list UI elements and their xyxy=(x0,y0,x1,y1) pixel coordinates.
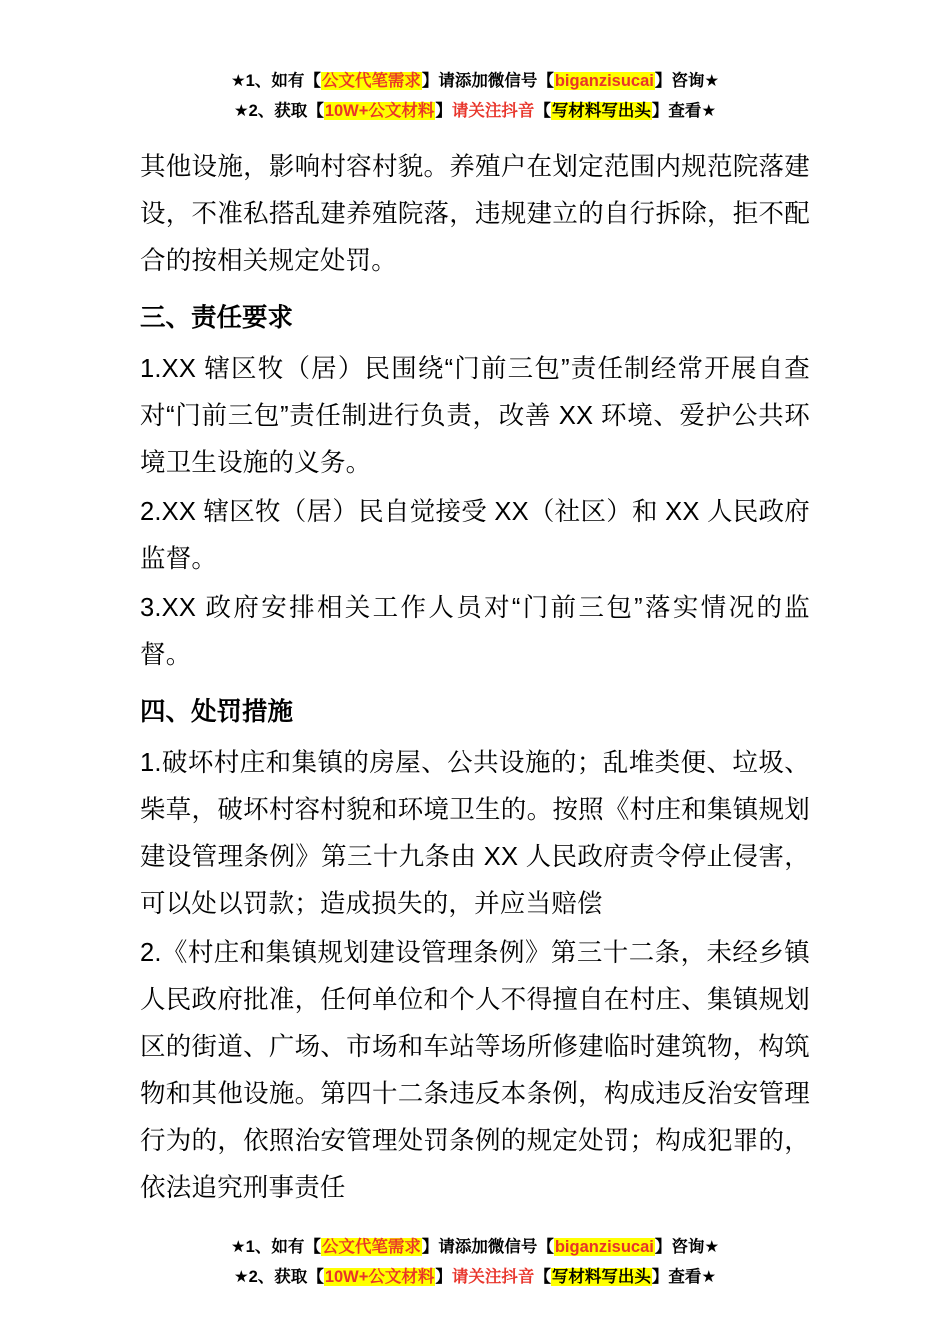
promo-bottom-line-2 xyxy=(0,1262,950,1292)
promo-prefix: 1、如有 xyxy=(245,72,305,90)
promo-star-left: ★ xyxy=(230,72,246,90)
promo-bracket-open-1: 【 xyxy=(304,72,321,90)
promo-prefix-2: 2、获取 xyxy=(248,102,308,120)
promo-highlight-service: 公文代笔需求 xyxy=(321,72,421,90)
promo-bracket-close-7: 】 xyxy=(435,1268,452,1286)
promo-bracket-close-3: 】 xyxy=(435,102,452,120)
promo-bracket-close-1: 】 xyxy=(421,72,439,90)
promo-bracket-open-2: 【 xyxy=(537,72,554,90)
list-item-4-2: 2.《村庄和集镇规划建设管理条例》第三十二条，未经乡镇人民政府批准，任何单位和个人不得擅自在村庄、集镇规划区的街道、广场、市场和车站等场所修建临时建筑物，构筑物和其他设施。第四十二条违反本条例，构成违反治安管理行为的，依照治安管理处罚条例的规定处罚；构成犯罪的，依法追究刑事责任 xyxy=(140,939,810,1202)
promo-highlight-wechat-id: biganzisucai xyxy=(554,72,654,90)
promo-bracket-open-3: 【 xyxy=(307,102,324,120)
promo-banner-top xyxy=(140,66,810,126)
promo-bracket-open-8: 【 xyxy=(534,1268,551,1286)
promo-suffix: 咨询 xyxy=(671,72,705,90)
promo-highlight-materials-2: 10W+公文材料 xyxy=(324,1268,435,1286)
promo-bracket-close-6: 】 xyxy=(654,1238,672,1256)
promo-star-right-3: ★ xyxy=(704,1238,720,1256)
promo-highlight-douyin-id: 写材料写出头 xyxy=(551,102,651,120)
promo-top-line-2 xyxy=(140,96,810,126)
promo-mid-text-3: 请添加微信号 xyxy=(438,1238,538,1256)
promo-star-left-2: ★ xyxy=(233,102,249,120)
promo-prefix-4: 2、获取 xyxy=(248,1268,308,1286)
promo-suffix-2: 查看 xyxy=(668,102,702,120)
promo-bottom-line-1 xyxy=(0,1232,950,1262)
promo-bracket-open-6: 【 xyxy=(537,1238,554,1256)
document-body xyxy=(140,144,810,1212)
list-item-4-1: 1.破坏村庄和集镇的房屋、公共设施的；乱堆类便、垃圾、柴草，破坏村容村貌和环境卫生的。按照《村庄和集镇规划建设管理条例》第三十九条由 XX 人民政府责令停止侵害，可以处以罚款；造成损失的，并应当赔偿 xyxy=(140,749,810,918)
promo-bracket-open-4: 【 xyxy=(534,102,551,120)
promo-bracket-close-8: 】 xyxy=(651,1268,669,1286)
paragraph-continued: 其他设施，影响村容村貌。养殖户在划定范围内规范院落建设，不准私搭乱建养殖院落，违规建立的自行拆除，拒不配合的按相关规定处罚。 xyxy=(140,153,810,275)
promo-mid-text: 请添加微信号 xyxy=(438,72,538,90)
promo-highlight-douyin-id-2: 写材料写出头 xyxy=(551,1268,651,1286)
promo-star-right: ★ xyxy=(704,72,720,90)
list-item-3-3: 3.XX 政府安排相关工作人员对“门前三包”落实情况的监督。 xyxy=(140,594,810,669)
promo-highlight-service-2: 公文代笔需求 xyxy=(321,1238,421,1256)
list-item-3-1: 1.XX 辖区牧（居）民围绕“门前三包”责任制经常开展自查对“门前三包”责任制进行负责，改善 XX 环境、爱护公共环境卫生设施的义务。 xyxy=(140,355,810,477)
promo-top-line-1 xyxy=(140,66,810,96)
promo-prefix-3: 1、如有 xyxy=(245,1238,305,1256)
promo-bracket-open-7: 【 xyxy=(307,1268,324,1286)
promo-mid-text-2: 请关注抖音 xyxy=(451,102,535,120)
promo-star-left-4: ★ xyxy=(233,1268,249,1286)
promo-banner-bottom xyxy=(0,1232,950,1292)
promo-bracket-close-2: 】 xyxy=(654,72,672,90)
promo-bracket-close-5: 】 xyxy=(421,1238,439,1256)
promo-bracket-close-4: 】 xyxy=(651,102,669,120)
promo-highlight-wechat-id-2: biganzisucai xyxy=(554,1238,654,1256)
promo-star-right-4: ★ xyxy=(701,1268,717,1286)
promo-suffix-3: 咨询 xyxy=(671,1238,705,1256)
promo-mid-text-4: 请关注抖音 xyxy=(451,1268,535,1286)
promo-star-left-3: ★ xyxy=(230,1238,246,1256)
promo-star-right-2: ★ xyxy=(701,102,717,120)
promo-suffix-4: 查看 xyxy=(668,1268,702,1286)
list-item-3-2: 2.XX 辖区牧（居）民自觉接受 XX（社区）和 XX 人民政府监督。 xyxy=(140,498,810,573)
promo-bracket-open-5: 【 xyxy=(304,1238,321,1256)
section-heading-four: 四、处罚措施 xyxy=(140,698,294,726)
section-heading-three: 三、责任要求 xyxy=(140,304,294,332)
promo-highlight-materials: 10W+公文材料 xyxy=(324,102,435,120)
